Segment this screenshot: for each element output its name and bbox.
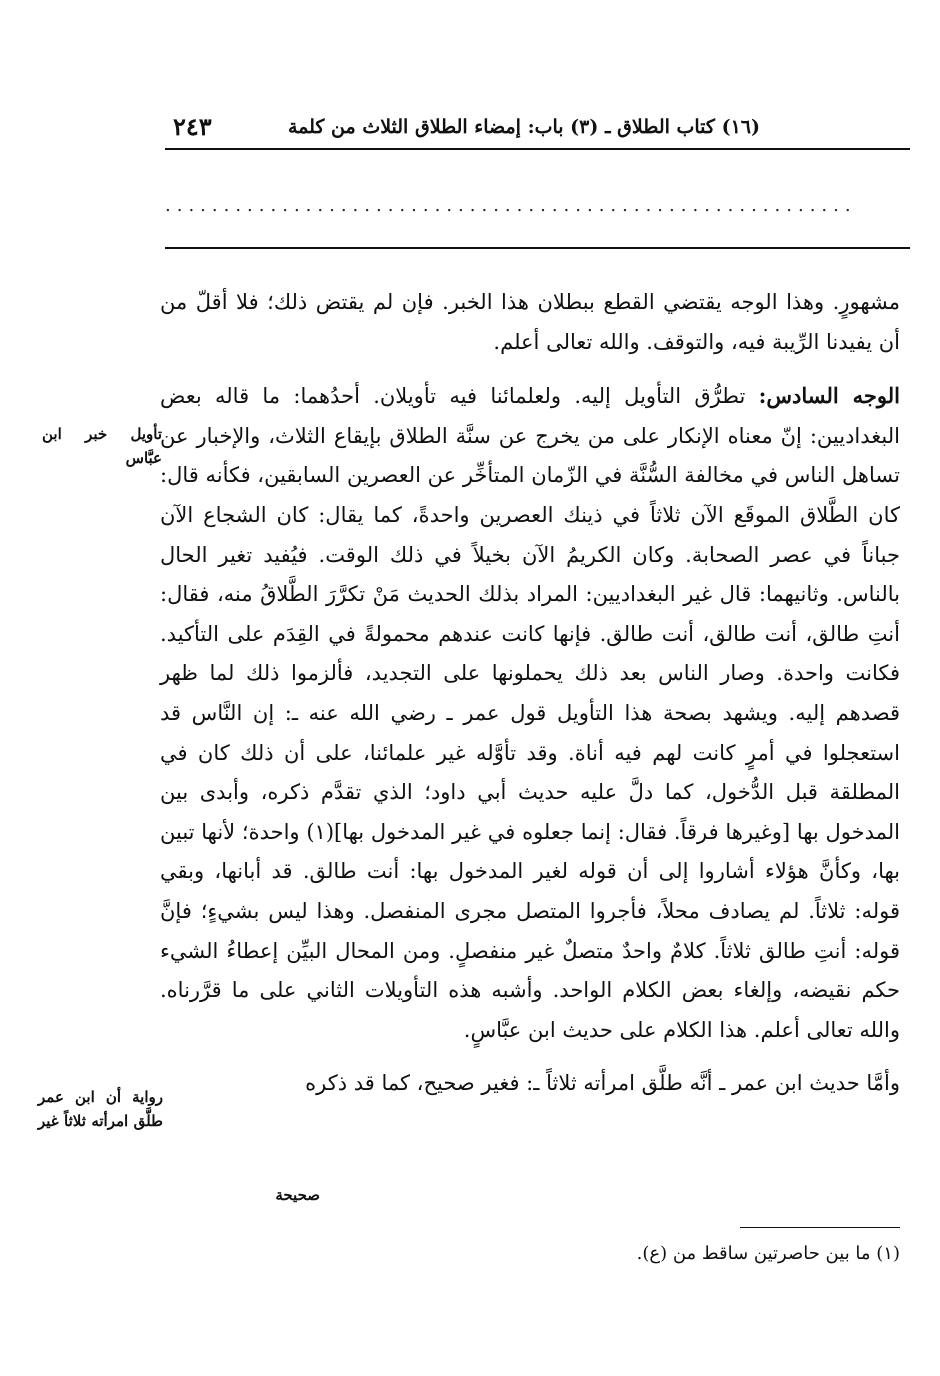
dotted-separator: ........................................................... xyxy=(165,195,857,216)
margin-note-1: تأويل خبر ابن عبَّاس xyxy=(42,425,162,467)
section-lead: الوجه السادس: xyxy=(758,383,900,409)
separator-rule xyxy=(165,247,910,249)
footnote: (١) ما بين حاصرتين ساقط من (ع). xyxy=(636,1243,900,1264)
running-header xyxy=(165,112,910,150)
running-title: (١٦) كتاب الطلاق ـ (٣) باب: إمضاء الطلاق الثلاث من كلمة xyxy=(287,116,760,138)
paragraph-2-text: تطرُّق التأويل إليه. ولعلمائنا فيه تأويلان. أحدُهما: ما قاله بعض البغداديين: إنّ معناه الإنكار على من يخرج عن سنَّة الطلاق بإيقاع الثلاث، والإخبار عن تساهل الناس في مخالفة السُّنَّة في الزّمان المتأخِّر عن العصرين السابقين، فكأنه قال: كان الطَّلاق الموقَع الآن ثلاثاً في ذينك العصرين واحدةً، كما يقال: كان الشجاع الآن جباناً في عصر الصحابة. وكان الكريمُ الآن بخيلاً في ذلك الوقت. فيُفيد تغير الحال بالناس. وثانيهما: قال غير البغداديين: المراد بذلك الحديث مَنْ تكرَّرَ الطَّلاقُ منه، فقال: أنتِ طالق، أنت طالق، أنت طالق. فإنها كانت عندهم محمولةً في القِدَم على التأكيد. فكانت واحدة. وصار الناس بعد ذلك يحملونها على التجديد، فألزموا ذلك لما ظهر قصدهم إليه. ويشهد بصحة هذا التأويل قول عمر ـ رضي الله عنه ـ: إن النَّاس قد استعجلوا في أمرٍ كانت لهم فيه أناة. وقد تأوَّله غير علمائنا، على أن ذلك كان في المطلقة قبل الدُّخول، كما دلَّ عليه حديث أبي داود؛ الذي تقدَّم ذكره، وأبدى بين المدخول بها [وغيرها فرقاً. فقال: إنما جعلوه في غير المدخول بها](١) واحدة؛ لأنها تبين بها، وكأنَّ هؤلاء أشاروا إلى أن قوله لغير المدخول بها: أنت طالق. قد أبانها، وبقي قوله: ثلاثاً. لم يصادف محلاً، فأجروا المتصل مجرى المنفصل. وهذا ليس بشيءٍ؛ فإنَّ قوله: أنتِ طالق ثلاثاً. كلامٌ واحدٌ متصلٌ غير منفصلٍ. ومن المحال البيِّن إعطاءُ الشيء حكم نقيضه، وإلغاء بعض الكلام الواحد. وأشبه هذه التأويلات الثاني على ما قرَّرناه. والله تعالى أعلم. هذا الكلام على حديث ابن عبَّاسٍ. xyxy=(160,384,900,1042)
main-text xyxy=(160,283,900,1104)
page-number: ٢٤٣ xyxy=(173,112,212,141)
paragraph-3: وأمَّا حديث ابن عمر ـ أنَّه طلَّق امرأته ثلاثاً ـ: فغير صحيح، كما قد ذكره xyxy=(305,1071,900,1096)
footnote-rule xyxy=(740,1227,900,1228)
paragraph-2 xyxy=(160,376,900,1050)
paragraph-1: مشهورٍ. وهذا الوجه يقتضي القطع ببطلان هذا الخبر. فإن لم يقتض ذلك؛ فلا أقلّ من أن يفيدنا الرِّيبة فيه، والتوقف. والله تعالى أعلم. xyxy=(160,290,900,354)
margin-note-2: رواية أن ابن عمر طلَّق امرأته ثلاثاً غير xyxy=(38,1088,163,1130)
margin-note-3: صحيحة xyxy=(275,1186,320,1204)
